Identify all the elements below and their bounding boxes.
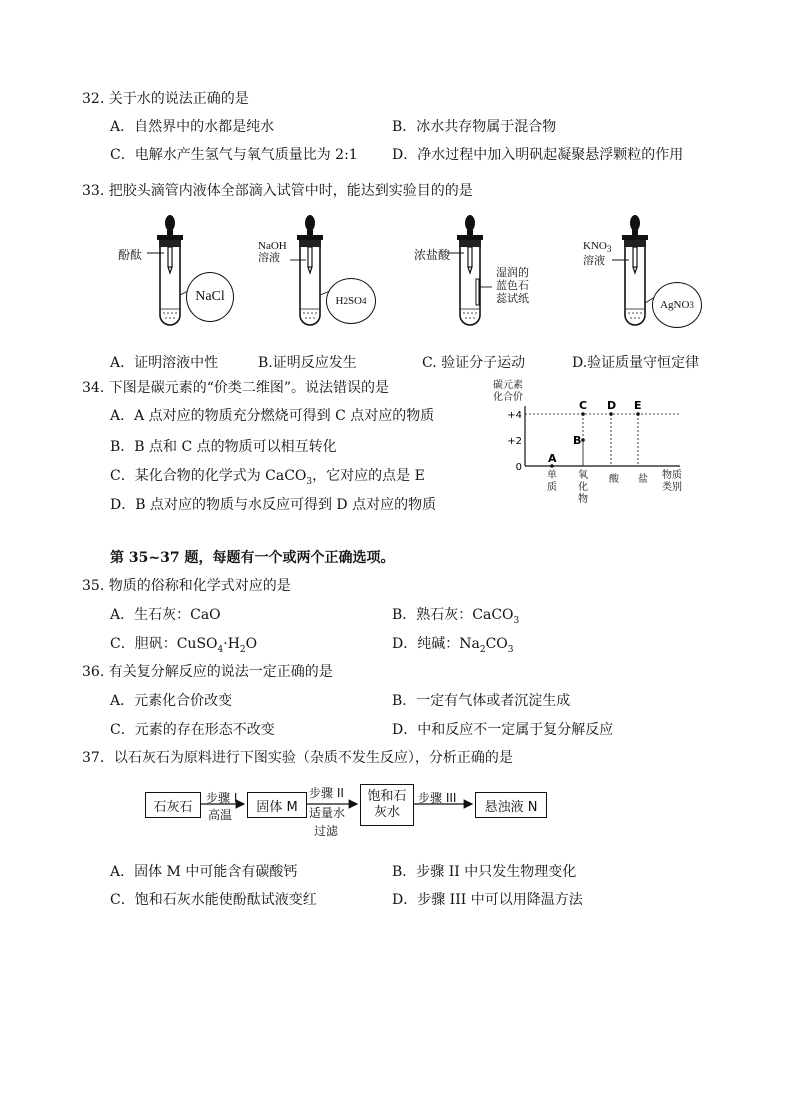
y-tick-label: +4 — [507, 410, 522, 421]
q35-option-c — [110, 633, 257, 655]
point-D — [609, 412, 613, 416]
point-label: C — [579, 399, 588, 412]
tube-1-dropper-label: 酚酞 — [118, 248, 143, 262]
q34-option-d: D．B 点对应的物质与水反应可得到 D 点对应的物质 — [110, 497, 437, 513]
q36-option-b: B．一定有气体或者沉淀生成 — [392, 693, 571, 709]
option-sub: 3 — [306, 476, 313, 487]
category-label-acid: 酸 — [609, 474, 619, 485]
tube-2-dropper-label — [258, 240, 287, 264]
dropper-label-line: KNO — [583, 240, 607, 252]
option-sub: 3 — [513, 615, 520, 626]
point-label: E — [634, 399, 642, 412]
category-char: 单 — [547, 470, 557, 481]
flow-step2-bottom-1: 适量水 — [309, 806, 346, 820]
tube-2 — [297, 215, 323, 325]
q37-option-a: A．固体 M 中可能含有碳酸钙 — [110, 864, 298, 880]
q34-stem: 34. 下图是碳元素的“价类二维图”。说法错误的是 — [82, 380, 390, 396]
q37-option-d: D．步骤 III 中可以用降温方法 — [392, 892, 583, 908]
option-text: CO — [485, 636, 508, 652]
bubble-text: NaCl — [195, 289, 225, 304]
option-sub: 2 — [239, 644, 246, 655]
flow-box-line: 饱和石 — [367, 789, 407, 804]
ylabel-line: 碳元素 — [493, 380, 523, 391]
option-sub: 2 — [479, 644, 486, 655]
xlabel-line: 类别 — [662, 482, 682, 493]
option-sub: 3 — [507, 644, 514, 655]
tube-3-dropper-label: 浓盐酸 — [414, 248, 451, 262]
point-C — [581, 412, 585, 416]
q33-stem: 33. 把胶头滴管内液体全部滴入试管中时，能达到实验目的的是 — [82, 183, 473, 199]
option-text: C．某化合物的化学式为 CaCO — [110, 468, 307, 484]
category-label-oxide — [578, 470, 588, 506]
option-text: B．熟石灰：CaCO — [392, 607, 514, 623]
category-char: 化 — [578, 482, 588, 493]
option-text: C．胆矾：CuSO — [110, 636, 218, 652]
category-char: 质 — [547, 482, 557, 493]
q33-option-c: C. 验证分子运动 — [422, 355, 526, 371]
option-text: ，它对应的点是 E — [312, 468, 425, 484]
ylabel-line: 化合价 — [493, 392, 523, 403]
q36-option-a: A．元素化合价改变 — [110, 693, 233, 709]
tube-1 — [157, 215, 183, 325]
tube-4 — [622, 215, 648, 325]
chart-xlabel — [662, 470, 682, 494]
point-label: B — [573, 434, 582, 447]
flow-step2-top: 步骤 II — [309, 786, 344, 800]
point-label: D — [607, 399, 617, 412]
tube-4-dropper-label — [583, 240, 611, 267]
flow-box-solid-m: 固体 M — [247, 792, 307, 818]
q36-option-c: C．元素的存在形态不改变 — [110, 722, 275, 738]
option-text: O — [245, 636, 258, 652]
bubble-text: H — [335, 295, 344, 307]
q32-stem: 32. 关于水的说法正确的是 — [82, 91, 249, 107]
category-char: 氧 — [578, 470, 588, 481]
q37-stem: 37．以石灰石为原料进行下图实验（杂质不发生反应），分析正确的是 — [82, 750, 513, 766]
tube-1-bubble — [186, 272, 234, 322]
flow-box-suspension-n: 悬浊液 N — [475, 792, 547, 818]
flow-box-limestone: 石灰石 — [145, 792, 201, 818]
option-text: D．纯碱：Na — [392, 636, 480, 652]
q35-stem: 35. 物质的俗称和化学式对应的是 — [82, 578, 291, 594]
q32-option-b: B．冰水共存物属于混合物 — [392, 119, 557, 135]
paper-label-line: 蓝色石 — [496, 279, 529, 292]
q35-option-a: A．生石灰：CaO — [110, 607, 221, 623]
option-sub: 4 — [217, 644, 224, 655]
section-header: 第 35~37 题，每题有一个或两个正确选项。 — [110, 550, 395, 566]
bubble-text: SO — [347, 295, 362, 307]
category-label-salt: 盐 — [638, 474, 648, 485]
q35-option-b — [392, 604, 519, 626]
tube-3-paper-label — [496, 266, 529, 305]
q33-option-b: B.证明反应发生 — [258, 355, 357, 371]
dropper-sub: 3 — [606, 244, 612, 255]
category-char: 物 — [578, 494, 588, 505]
flow-box-line: 灰水 — [373, 805, 400, 820]
y-tick-label: +2 — [507, 436, 522, 447]
q32-option-d: D．净水过程中加入明矾起凝聚悬浮颗粒的作用 — [392, 147, 684, 163]
q34-option-a: A．A 点对应的物质充分燃烧可得到 C 点对应的物质 — [110, 408, 435, 424]
flow-step1-bottom: 高温 — [208, 808, 233, 822]
q37-option-b: B．步骤 II 中只发生物理变化 — [392, 864, 577, 880]
xlabel-line: 物质 — [662, 470, 682, 481]
q36-option-d: D．中和反应不一定属于复分解反应 — [392, 722, 614, 738]
bubble-sub: 3 — [689, 300, 694, 310]
q36-stem: 36. 有关复分解反应的说法一定正确的是 — [82, 664, 333, 680]
option-text: ·H — [223, 636, 240, 652]
point-label: A — [548, 452, 557, 465]
y-tick-label: 0 — [515, 462, 522, 473]
q34-option-c — [110, 465, 425, 487]
q32-option-a: A．自然界中的水都是纯水 — [110, 119, 275, 135]
q35-option-d — [392, 633, 514, 655]
tube-3 — [457, 215, 492, 325]
category-label-elemental — [547, 470, 557, 494]
q37-option-c: C．饱和石灰水能使酚酞试液变红 — [110, 892, 317, 908]
point-E — [636, 412, 640, 416]
dropper-label-line: 溶液 — [258, 252, 280, 264]
flow-step2-bottom-2: 过滤 — [314, 824, 339, 838]
bubble-text: AgNO — [660, 299, 690, 311]
paper-label-line: 湿润的 — [496, 266, 529, 279]
chart-ylabel — [493, 380, 523, 404]
flow-step3-top: 步骤 III — [418, 791, 457, 805]
q34-option-b: B．B 点和 C 点的物质可以相互转化 — [110, 439, 337, 455]
dropper-label-line: NaOH — [258, 240, 287, 252]
flow-arrows — [0, 780, 794, 840]
q33-option-d: D.验证质量守恒定律 — [572, 355, 700, 371]
tube-4-bubble — [652, 282, 702, 328]
bubble-sub: 4 — [362, 296, 367, 306]
q33-option-a: A．证明溶液中性 — [110, 355, 219, 371]
paper-label-line: 蕊试纸 — [496, 292, 529, 305]
q32-option-c: C．电解水产生氢气与氧气质量比为 2:1 — [110, 147, 358, 163]
bubble-sub: 2 — [343, 296, 348, 306]
flow-step1-top: 步骤 I — [206, 791, 238, 805]
dropper-label-line: 溶液 — [583, 255, 605, 268]
tube-2-bubble — [326, 278, 376, 324]
